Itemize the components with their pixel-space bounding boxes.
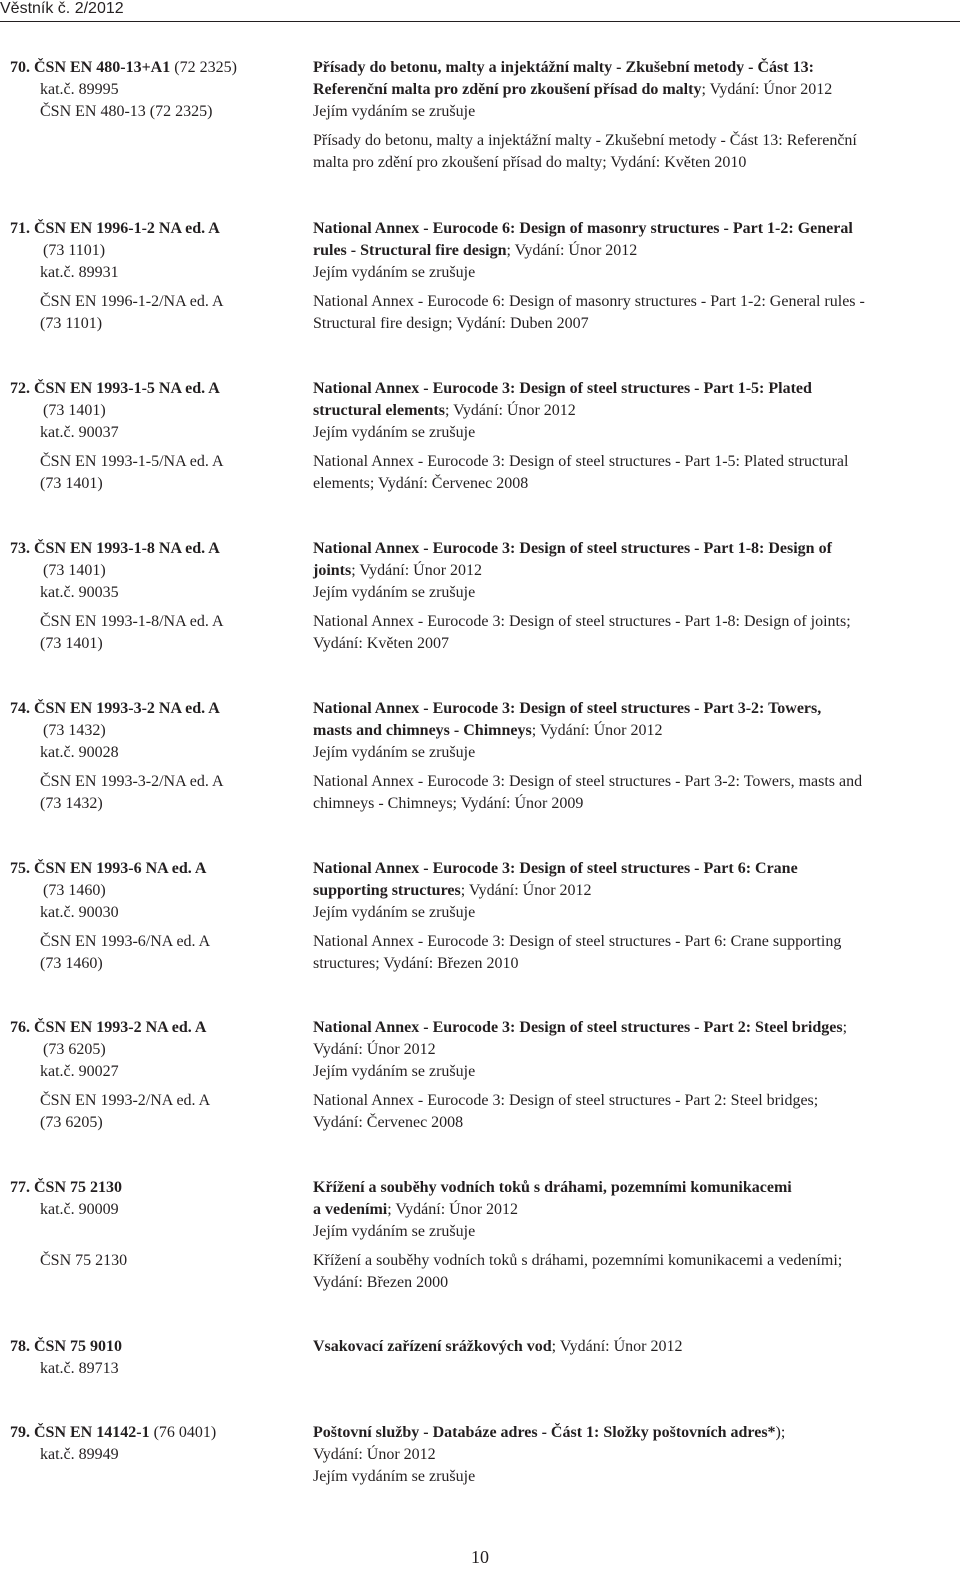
classification-code: (72 2325): [170, 59, 237, 76]
catalog-number: kat.č. 90009: [40, 1201, 119, 1218]
catalog-number: kat.č. 89949: [40, 1446, 119, 1463]
standard-code: ČSN EN 1993-1-8 NA ed. A: [34, 540, 220, 557]
replaced-standard-code: ČSN EN 1993-3-2/NA ed. A: [40, 773, 224, 790]
replaced-standard-title-cont: Vydání: Březen 2000: [313, 1274, 449, 1291]
entry-identifiers: [10, 1017, 305, 1134]
standard-title: National Annex - Eurocode 3: Design of steel structures - Part 2: Steel bridges: [313, 1019, 843, 1036]
replaced-standard-code: ČSN EN 1993-1-5/NA ed. A: [40, 453, 224, 470]
classification-code: (76 0401): [149, 1424, 217, 1441]
catalog-number: kat.č. 90027: [40, 1063, 119, 1080]
issue-date: ; Vydání: Únor 2012: [351, 562, 483, 579]
entry-description: [313, 858, 948, 975]
entry-number: 78.: [10, 1338, 30, 1355]
standard-title: National Annex - Eurocode 3: Design of steel structures - Part 1-8: Design of: [313, 540, 832, 557]
standard-title: Přísady do betonu, malty a injektážní malty - Zkušební metody - Část 13:: [313, 59, 814, 76]
standard-title: National Annex - Eurocode 3: Design of steel structures - Part 3-2: Towers,: [313, 700, 822, 717]
replaced-classification-code: (73 1460): [40, 955, 103, 972]
issue-date: ; Vydání: Únor 2012: [701, 81, 833, 98]
standard-code: ČSN 75 2130: [34, 1179, 123, 1196]
classification-code: (73 1460): [43, 882, 106, 899]
issue-date: ; Vydání: Únor 2012: [551, 1338, 683, 1355]
cancellation-note: Jejím vydáním se zrušuje: [313, 424, 476, 441]
cancellation-note: Jejím vydáním se zrušuje: [313, 1223, 476, 1240]
standard-code: ČSN EN 480-13+A1: [34, 59, 171, 76]
cancellation-note: Jejím vydáním se zrušuje: [313, 904, 476, 921]
standard-title-cont: joints: [313, 562, 352, 579]
replaced-standard-title-cont: Structural fire design; Vydání: Duben 2007: [313, 315, 589, 332]
entry-description: [313, 57, 948, 174]
classification-code: (73 6205): [43, 1041, 106, 1058]
entry-identifiers: [10, 218, 305, 335]
entry-description: [313, 1422, 948, 1488]
issue-date: ; Vydání: Únor 2012: [460, 882, 592, 899]
replaced-standard-title-cont: structures; Vydání: Březen 2010: [313, 955, 519, 972]
entry-description: [313, 538, 948, 655]
page-number: 10: [471, 1547, 489, 1567]
standard-title: National Annex - Eurocode 3: Design of steel structures - Part 1-5: Plated: [313, 380, 812, 397]
entry-identifiers: [10, 1336, 305, 1380]
replaced-classification-code: (73 1432): [40, 795, 103, 812]
catalog-number: kat.č. 90035: [40, 584, 119, 601]
cancellation-note: Jejím vydáním se zrušuje: [313, 264, 476, 281]
replaced-standard-title: National Annex - Eurocode 3: Design of steel structures - Part 6: Crane supporting: [313, 933, 842, 950]
catalog-number: kat.č. 89713: [40, 1360, 119, 1377]
entry-description: [313, 1336, 948, 1358]
replaced-standard-title: Křížení a souběhy vodních toků s dráhami, pozemními komunikacemi a vedeními;: [313, 1252, 843, 1269]
standard-code: ČSN EN 1993-1-5 NA ed. A: [34, 380, 220, 397]
standard-code: ČSN EN 1993-3-2 NA ed. A: [34, 700, 220, 717]
replaced-standard-title: National Annex - Eurocode 3: Design of steel structures - Part 2: Steel bridges;: [313, 1092, 819, 1109]
cancellation-note: Jejím vydáním se zrušuje: [313, 584, 476, 601]
entry-number: 72.: [10, 380, 30, 397]
classification-code: (73 1432): [43, 722, 106, 739]
entry-number: 73.: [10, 540, 30, 557]
entry-description: [313, 1017, 948, 1134]
replaced-classification-code: (73 1401): [40, 635, 103, 652]
entry-identifiers: [10, 1422, 305, 1466]
entry-identifiers: [10, 538, 305, 655]
entry-description: [313, 698, 948, 815]
entry-number: 70.: [10, 59, 30, 76]
standard-title: Poštovní služby - Databáze adres - Část 1: Složky poštovních adres*: [313, 1424, 776, 1441]
replaced-standard-code: ČSN EN 1993-6/NA ed. A: [40, 933, 211, 950]
issue-date: ; Vydání: Únor 2012: [531, 722, 663, 739]
cancellation-note: Jejím vydáním se zrušuje: [313, 744, 476, 761]
header-divider: [0, 21, 960, 22]
issue-date: ; Vydání: Únor 2012: [444, 402, 576, 419]
entry-identifiers: [10, 1177, 305, 1272]
replaced-standard-title: National Annex - Eurocode 3: Design of steel structures - Part 3-2: Towers, masts and: [313, 773, 863, 790]
entry-identifiers: [10, 858, 305, 975]
replaced-standard-code: ČSN EN 1993-2/NA ed. A: [40, 1092, 211, 1109]
standard-title: National Annex - Eurocode 6: Design of masonry structures - Part 1-2: General: [313, 220, 853, 237]
standard-title: National Annex - Eurocode 3: Design of steel structures - Part 6: Crane: [313, 860, 798, 877]
entry-identifiers: [10, 57, 305, 123]
entry-number: 71.: [10, 220, 30, 237]
standard-title: Křížení a souběhy vodních toků s dráhami, pozemními komunikacemi: [313, 1179, 792, 1196]
replaced-standard-title-cont: elements; Vydání: Červenec 2008: [313, 475, 529, 492]
replaced-standard-code: ČSN EN 480-13 (72 2325): [40, 103, 213, 120]
entry-number: 75.: [10, 860, 30, 877]
entry-description: [313, 1177, 948, 1294]
classification-code: (73 1401): [43, 562, 106, 579]
standard-title-cont: rules - Structural fire design: [313, 242, 507, 259]
issue-date: Vydání: Únor 2012: [313, 1446, 436, 1463]
issue-date: ; Vydání: Únor 2012: [387, 1201, 519, 1218]
title-separator: );: [775, 1424, 786, 1441]
entry-number: 74.: [10, 700, 30, 717]
title-separator: ;: [842, 1019, 848, 1036]
standard-code: ČSN EN 14142-1: [34, 1424, 150, 1441]
issue-date: Vydání: Únor 2012: [313, 1041, 436, 1058]
journal-title: Věstník č. 2/2012: [0, 0, 124, 17]
standard-title: Vsakovací zařízení srážkových vod: [313, 1338, 552, 1355]
entry-identifiers: [10, 378, 305, 495]
replaced-standard-title-cont: Vydání: Červenec 2008: [313, 1114, 464, 1131]
classification-code: (73 1401): [43, 402, 106, 419]
standard-title-cont: Referenční malta pro zdění pro zkoušení přísad do malty: [313, 81, 702, 98]
standard-code: ČSN 75 9010: [34, 1338, 123, 1355]
cancellation-note: Jejím vydáním se zrušuje: [313, 103, 476, 120]
catalog-number: kat.č. 90028: [40, 744, 119, 761]
entry-description: [313, 378, 948, 495]
replaced-standard-code: ČSN 75 2130: [40, 1252, 128, 1269]
entry-number: 76.: [10, 1019, 30, 1036]
standard-title-cont: supporting structures: [313, 882, 461, 899]
replaced-standard-title-cont: chimneys - Chimneys; Vydání: Únor 2009: [313, 795, 584, 812]
replaced-standard-title: National Annex - Eurocode 3: Design of steel structures - Part 1-5: Plated structural: [313, 453, 849, 470]
journal-header: [0, 0, 960, 20]
replaced-classification-code: (73 6205): [40, 1114, 103, 1131]
standard-title-cont: masts and chimneys - Chimneys: [313, 722, 532, 739]
replaced-standard-title-cont: malta pro zdění pro zkoušení přísad do malty; Vydání: Květen 2010: [313, 154, 747, 171]
entry-identifiers: [10, 698, 305, 815]
replaced-classification-code: (73 1401): [40, 475, 103, 492]
catalog-number: kat.č. 90037: [40, 424, 119, 441]
catalog-number: kat.č. 89995: [40, 81, 119, 98]
replaced-standard-code: ČSN EN 1996-1-2/NA ed. A: [40, 293, 224, 310]
catalog-number: kat.č. 89931: [40, 264, 119, 281]
cancellation-note: Jejím vydáním se zrušuje: [313, 1063, 476, 1080]
classification-code: (73 1101): [43, 242, 106, 259]
replaced-classification-code: (73 1101): [40, 315, 103, 332]
entry-number: 77.: [10, 1179, 30, 1196]
entry-description: [313, 218, 948, 335]
replaced-standard-title: Přísady do betonu, malty a injektážní malty - Zkušební metody - Část 13: Referenční: [313, 132, 857, 149]
standard-code: ČSN EN 1993-2 NA ed. A: [34, 1019, 207, 1036]
catalog-number: kat.č. 90030: [40, 904, 119, 921]
cancellation-note: Jejím vydáním se zrušuje: [313, 1468, 476, 1485]
standard-title-cont: a vedeními: [313, 1201, 388, 1218]
replaced-standard-title-cont: Vydání: Květen 2007: [313, 635, 449, 652]
standard-code: ČSN EN 1993-6 NA ed. A: [34, 860, 207, 877]
entry-number: 79.: [10, 1424, 30, 1441]
replaced-standard-title: National Annex - Eurocode 3: Design of steel structures - Part 1-8: Design of joints;: [313, 613, 851, 630]
replaced-standard-code: ČSN EN 1993-1-8/NA ed. A: [40, 613, 224, 630]
issue-date: ; Vydání: Únor 2012: [506, 242, 638, 259]
standard-code: ČSN EN 1996-1-2 NA ed. A: [34, 220, 220, 237]
replaced-standard-title: National Annex - Eurocode 6: Design of masonry structures - Part 1-2: General rules -: [313, 293, 865, 310]
standard-title-cont: structural elements: [313, 402, 445, 419]
